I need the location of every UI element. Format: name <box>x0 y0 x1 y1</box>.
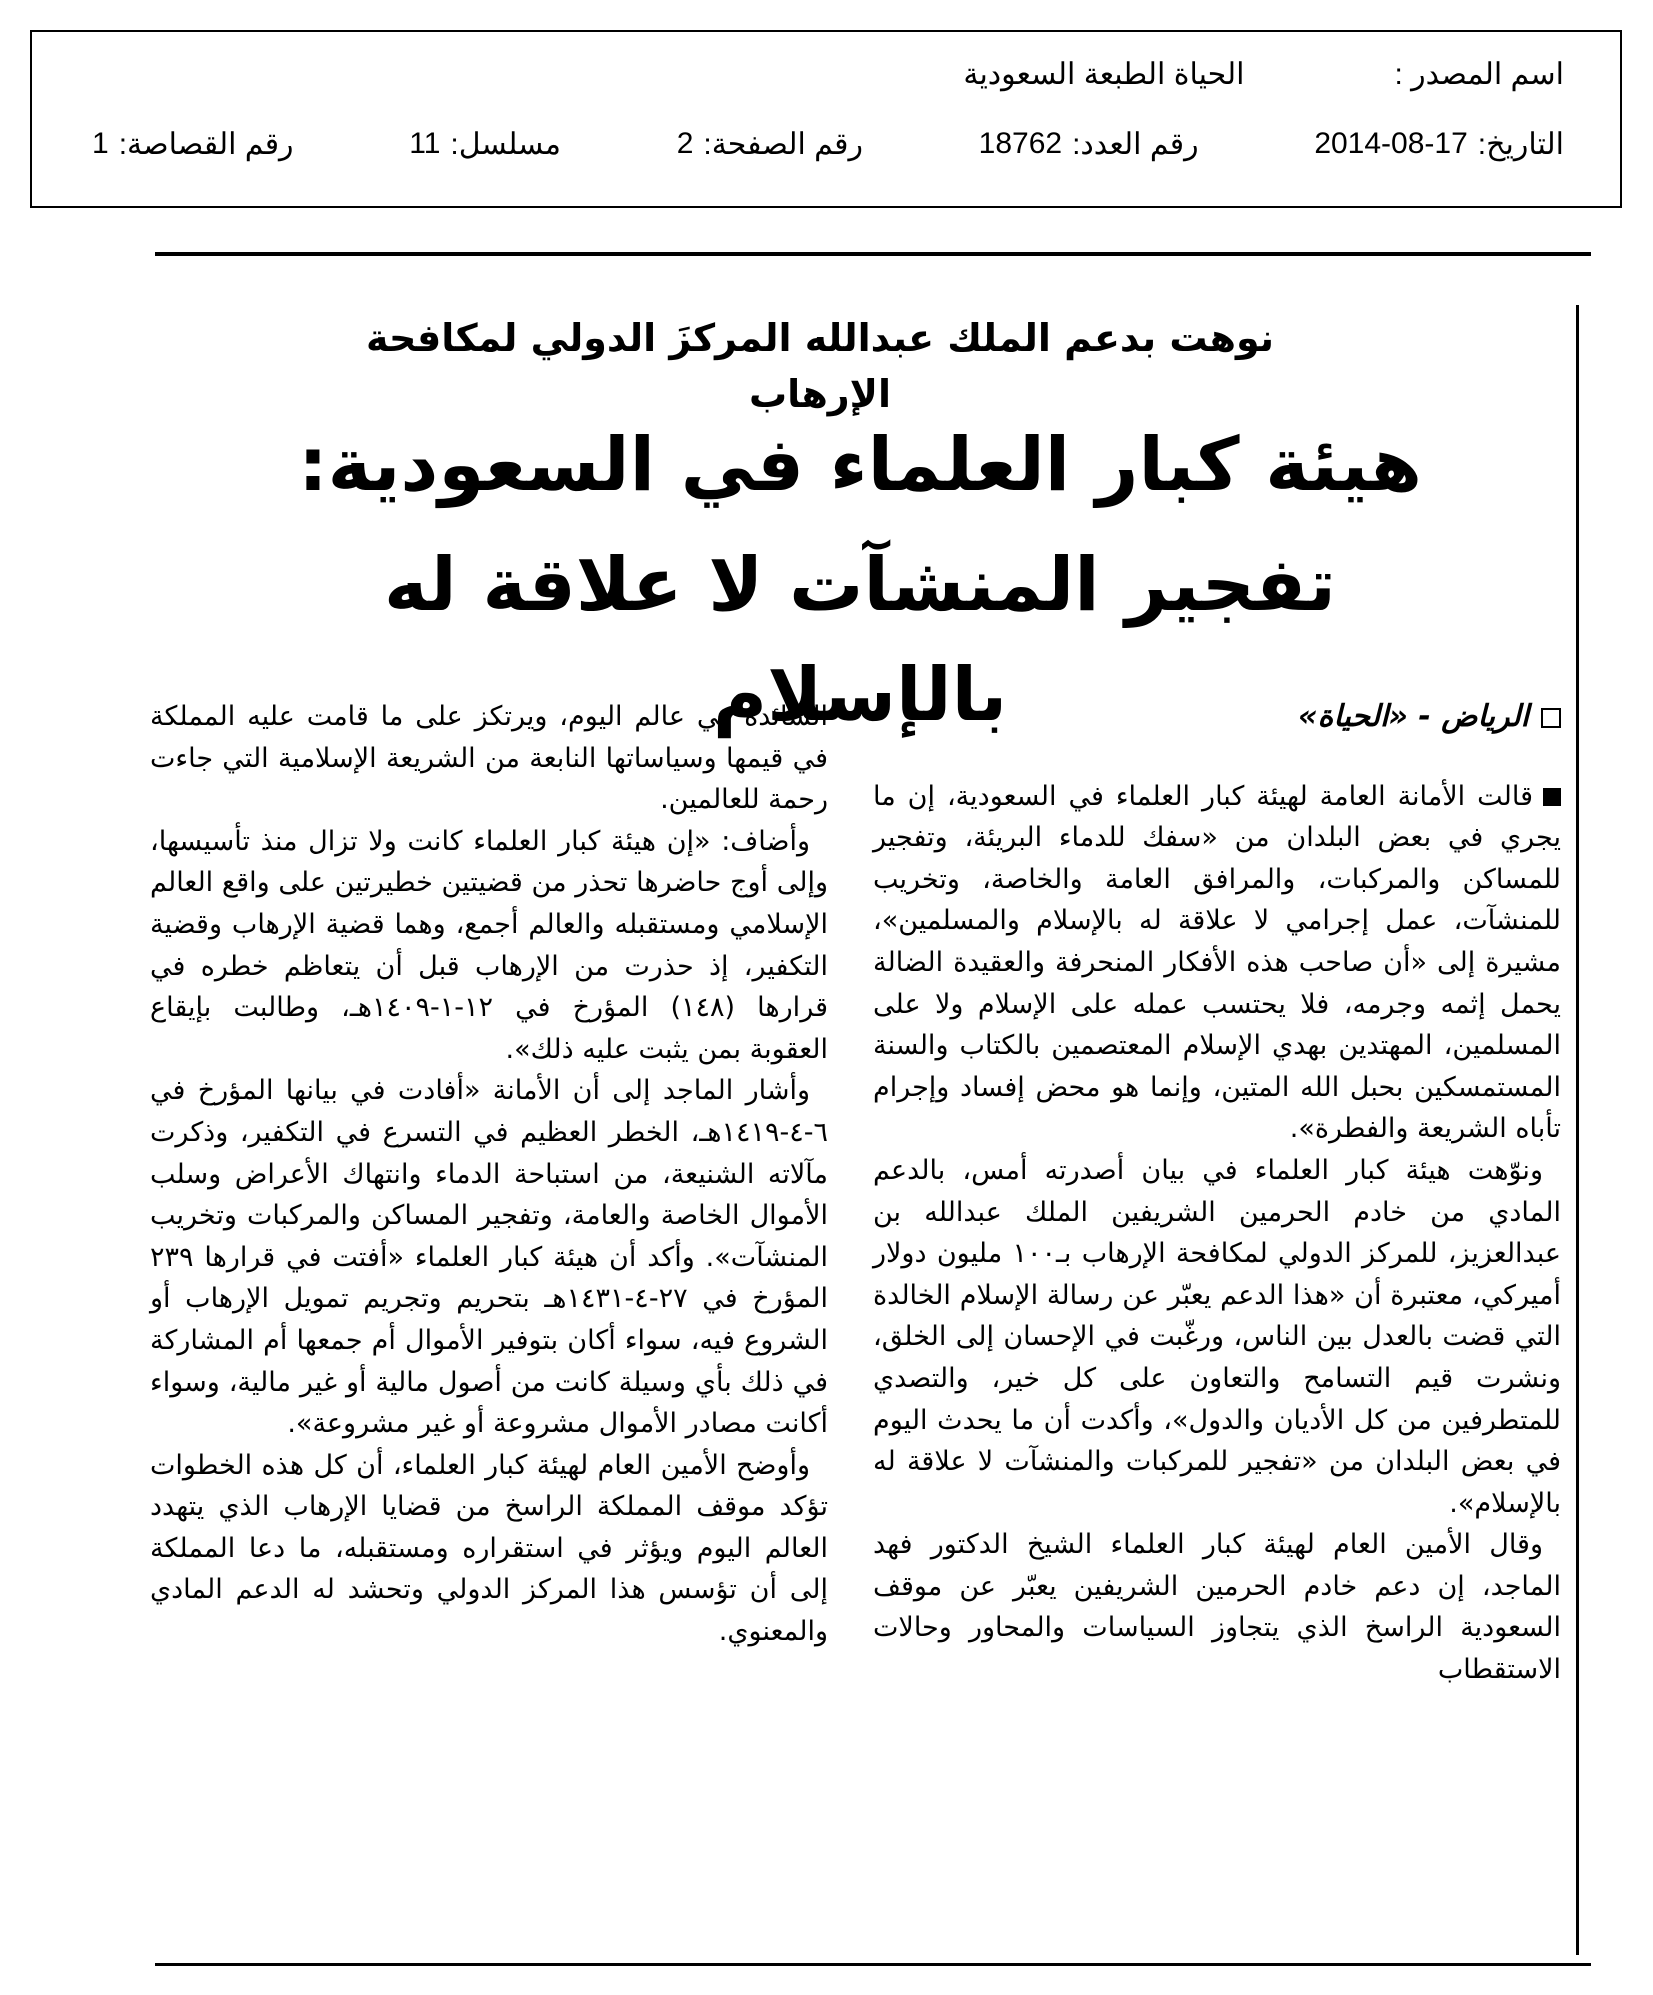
paragraph: وأوضح الأمين العام لهيئة كبار العلماء، أن كل هذه الخطوات تؤكد موقف المملكة الراسخ من قضايا الإرهاب الذي يتهدد العالم اليوم ويؤثر في استقراره ومستقبله، ما دعا المملكة إلى أن تؤسس هذا المركز الدولي وتحشد له الدعم المادي والمعنوي. <box>150 1449 828 1648</box>
article-kicker: نوهت بدعم الملك عبدالله المركزَ الدولي لمكافحة الإرهاب <box>365 316 1275 416</box>
issue-number-field <box>979 127 1199 162</box>
source-row <box>92 54 1564 94</box>
clip-number-value: 1 <box>92 126 109 160</box>
paragraph: وأشار الماجد إلى أن الأمانة «أفادت في بيانها المؤرخ في ٦-٤-١٤١٩هـ، الخطر العظيم في التسرع في التكفير، وذكرت مآلاته الشنيعة، من استباحة الدماء وانتهاك الأعراض وسلب الأموال الخاصة والعامة، وتفجير المساكن والمركبات وتخريب المنشآت». وأكد أن هيئة كبار العلماء «أفتت في قرارها ٢٣٩ المؤرخ في ٢٧-٤-١٤٣١هـ بتحريم وتجريم تمويل الإرهاب أو الشروع فيه، سواء أكان بتوفير الأموال أم جمعها أم المشاركة في ذلك بأي وسيلة كانت من أصول مالية أو غير مالية، وسواء أكانت مصادر الأموال مشروعة أو غير مشروعة». <box>150 1075 828 1440</box>
serial-label: مسلسل: <box>450 127 561 161</box>
paragraph: ونوّهت هيئة كبار العلماء في بيان أصدرته أمس، بالدعم المادي من خادم الحرمين الشريفين الملك عبدالله بن عبدالعزيز، للمركز الدولي لمكافحة الإرهاب بـ١٠٠ مليون دولار أميركي، معتبرة أن «هذا الدعم يعبّر عن رسالة الإسلام الخالدة التي قضت بالعدل بين الناس، ورغّبت في الإحسان إلى الخلق، ونشرت قيم التسامح والتعاون على كل خير، والتصدي للمتطرفين من كل الأديان والدول»، وأكدت أن ما يحدث اليوم في بعض البلدان من «تفجير للمركبات والمنشآت لا علاقة له بالإسلام». <box>873 1154 1561 1519</box>
issue-number-value: 18762 <box>978 126 1063 160</box>
paragraph: وأضاف: «إن هيئة كبار العلماء كانت ولا تزال منذ تأسيسها، وإلى أوج حاضرها تحذر من قضيتين خطيرتين على واقع العالم الإسلامي ومستقبله والعالم أجمع، وهما قضية الإرهاب وقضية التكفير، إذ حذرت من الإرهاب قبل أن يتعاظم خطره في قرارها (١٤٨) المؤرخ في ١٢-١-١٤٠٩هـ، وطالبت بإيقاع العقوبة بمن يثبت عليه ذلك». <box>150 825 828 1065</box>
clip-number-label: رقم القصاصة: <box>118 127 294 161</box>
page-number-label: رقم الصفحة: <box>703 127 863 161</box>
page-number-field <box>677 127 863 162</box>
date-label: التاريخ: <box>1477 127 1564 161</box>
date-field <box>1314 127 1564 162</box>
date-value: 2014-08-17 <box>1314 126 1468 160</box>
right-column-rule <box>1576 305 1579 1955</box>
serial-value: 11 <box>409 126 441 160</box>
article-column-left <box>150 696 828 1653</box>
issue-number-label: رقم العدد: <box>1072 127 1199 161</box>
headline-line-1: هيئة كبار العلماء في السعودية: <box>298 422 1422 508</box>
page-number-value: 2 <box>676 126 694 160</box>
source-label: اسم المصدر : <box>1394 57 1564 91</box>
top-divider <box>155 252 1591 256</box>
paragraph: السائدة في عالم اليوم، ويرتكز على ما قامت عليه المملكة في قيمها وسياساتها النابعة من الشريعة الإسلامية التي جاءت رحمة للعالمين. <box>150 701 828 816</box>
article-column-right <box>873 696 1561 1691</box>
dateline <box>873 696 1561 738</box>
paragraph: وقال الأمين العام لهيئة كبار العلماء الشيخ الدكتور فهد الماجد، إن دعم خادم الحرمين الشريفين يعبّر عن موقف السعودية الراسخ الذي يتجاوز السياسات والمحاور وحالات الاستقطاب <box>873 1529 1561 1686</box>
headline-line-2: تفجير المنشآت لا علاقة له بالإسلام <box>384 542 1336 738</box>
clip-number-field <box>92 127 294 162</box>
square-outline-icon <box>1541 708 1561 728</box>
paragraph <box>873 776 1561 1150</box>
serial-field <box>409 127 561 162</box>
issue-details-row <box>92 124 1564 164</box>
bottom-divider <box>155 1963 1591 1966</box>
source-value: الحياة الطبعة السعودية <box>963 57 1245 91</box>
paragraph-text: قالت الأمانة العامة لهيئة كبار العلماء في السعودية، إن ما يجري في بعض البلدان من «سفك للدماء البريئة، وتفجير للمساكن والمركبات، والمرافق العامة والخاصة، وتخريب للمنشآت، عمل إجرامي لا علاقة له بالإسلام والمسلمين»، مشيرة إلى «أن صاحب هذه الأفكار المنحرفة والعقيدة الضالة يحمل إثمه وجرمه، فلا يحتسب عمله على الإسلام ولا على المسلمين، المهتدين بهدي الإسلام المعتصمين بالكتاب والسنة المستمسكين بحبل الله المتين، وإنما هو محض إفساد وإجرام تأباه الشريعة والفطرة». <box>873 780 1561 1145</box>
source-info-box <box>30 30 1622 208</box>
square-bullet-icon <box>1543 788 1561 806</box>
dateline-text: الرياض - «الحياة» <box>1298 699 1529 734</box>
